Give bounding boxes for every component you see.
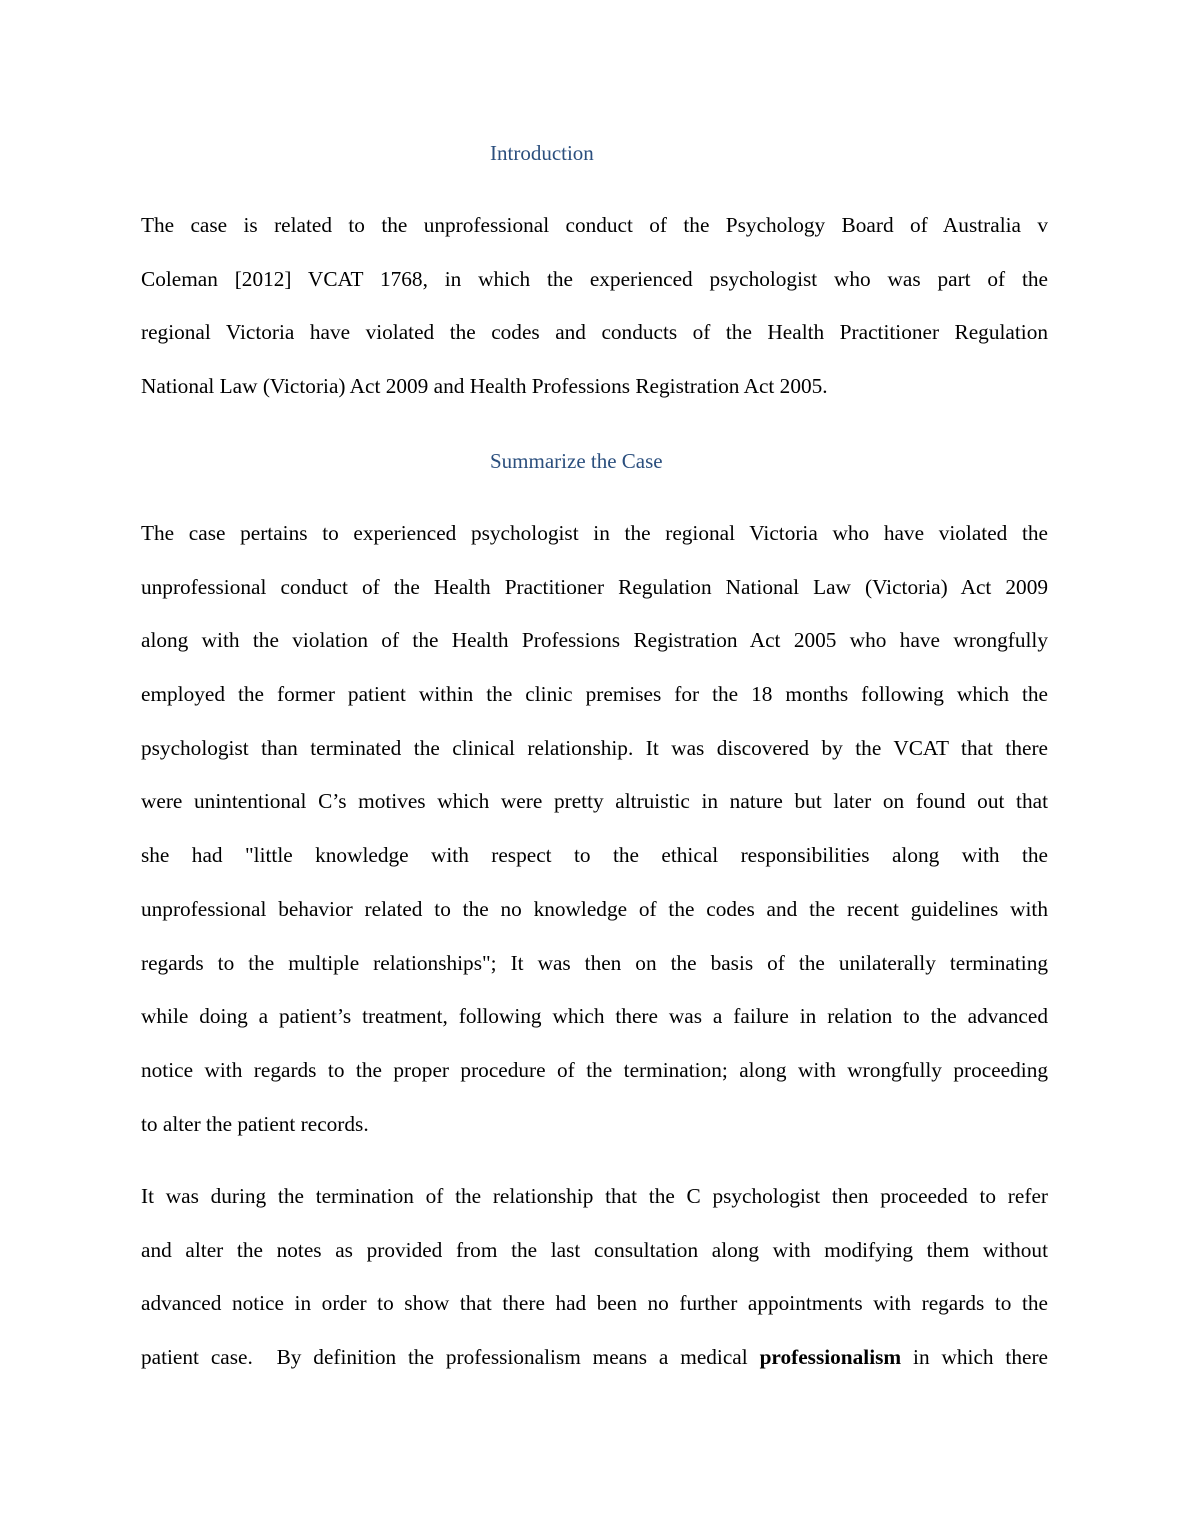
text-line: The case is related to the unprofessional conduct of the Psychology Board of Australia v	[141, 213, 1048, 237]
text-line-with-bold	[141, 1331, 1048, 1385]
text-line: regional Victoria have violated the codes and conducts of the Health Practitioner Regulation	[141, 320, 1048, 345]
heading-introduction: Introduction	[490, 141, 594, 165]
text-line: advanced notice in order to show that there had been no further appointments with regards to the	[141, 1291, 1048, 1316]
text-line: National Law (Victoria) Act 2009 and Health Professions Registration Act 2005.	[141, 374, 828, 399]
text-segment: patient case. By definition the professionalism means a medical	[141, 1345, 760, 1370]
text-line: The case pertains to experienced psychologist in the regional Victoria who have violated the	[141, 521, 1048, 545]
text-line: unprofessional behavior related to the no knowledge of the codes and the recent guidelines with	[141, 896, 1048, 921]
text-line: she had "little knowledge with respect to the ethical responsibilities along with the	[141, 843, 1048, 868]
intro-paragraph	[141, 199, 1048, 414]
text-line: It was during the termination of the relationship that the C psychologist then proceeded to refer	[141, 1184, 1048, 1208]
text-line: regards to the multiple relationships"; It was then on the basis of the unilaterally terminating	[141, 950, 1048, 975]
text-line: psychologist than terminated the clinical relationship. It was discovered by the VCAT that there	[141, 735, 1048, 760]
text-line: unprofessional conduct of the Health Practitioner Regulation National Law (Victoria) Act 2009	[141, 574, 1048, 599]
text-line: notice with regards to the proper procedure of the termination; along with wrongfully proceeding	[141, 1057, 1048, 1082]
text-line: to alter the patient records.	[141, 1111, 369, 1136]
bold-term-professionalism: professionalism	[759, 1345, 902, 1370]
text-line: along with the violation of the Health Professions Registration Act 2005 who have wrongfully	[141, 628, 1048, 653]
text-segment: in which there	[901, 1345, 1048, 1370]
summary-paragraph-1	[141, 507, 1048, 1151]
text-line: were unintentional C’s motives which were pretty altruistic in nature but later on found out that	[141, 789, 1048, 814]
text-line: Coleman [2012] VCAT 1768, in which the experienced psychologist who was part of the	[141, 266, 1048, 291]
text-line: and alter the notes as provided from the last consultation along with modifying them without	[141, 1237, 1048, 1262]
text-line: employed the former patient within the clinic premises for the 18 months following which the	[141, 682, 1048, 707]
heading-summarize-the-case: Summarize the Case	[490, 449, 663, 473]
text-line: while doing a patient’s treatment, following which there was a failure in relation to the advanced	[141, 1004, 1048, 1029]
summary-paragraph-2	[141, 1170, 1048, 1385]
